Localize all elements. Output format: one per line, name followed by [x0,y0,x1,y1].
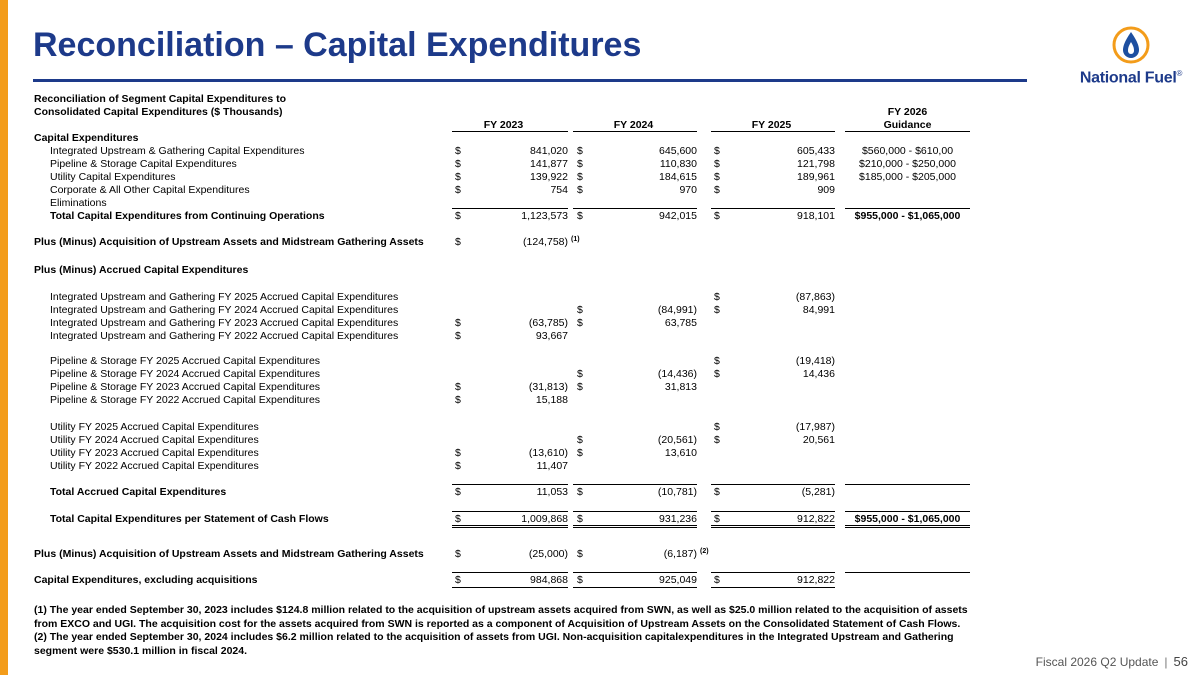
column-header-fy2024: FY 2024 [613,119,654,131]
currency-symbol: $ [455,460,461,472]
currency-symbol: $ [577,513,583,525]
cell-value: 189,961 [797,171,835,183]
row-label: Capital Expenditures [34,132,139,144]
currency-symbol: $ [455,447,461,459]
currency-symbol: $ [577,304,583,316]
double-underline [845,525,970,526]
row-label: Pipeline & Storage FY 2023 Accrued Capital Expenditures [50,381,321,393]
accrued-total-rule [452,484,568,485]
cell-value: (14,436) [657,368,697,380]
final-underline [573,587,697,588]
currency-symbol: $ [455,513,461,525]
cell-value: 605,433 [797,145,835,157]
subtotal-rule [845,208,970,209]
header-underline [845,131,970,132]
cell-value: 93,667 [535,330,568,342]
excl-acq-rule [845,572,970,573]
page-title: Reconciliation – Capital Expenditures [33,26,642,64]
currency-symbol: $ [577,145,583,157]
currency-symbol: $ [577,171,583,183]
cell-value: (124,758) [523,236,568,248]
cell-value: (31,813) [528,381,568,393]
row-label: Plus (Minus) Acquisition of Upstream Assets and Midstream Gathering Assets [34,236,424,248]
table-caption-line1: Reconciliation of Segment Capital Expenditures to [34,93,287,105]
cell-value: 931,236 [659,513,697,525]
currency-symbol: $ [455,317,461,329]
row-label: Utility FY 2025 Accrued Capital Expenditures [50,421,259,433]
currency-symbol: $ [455,210,461,222]
subtotal-rule [573,208,697,209]
cell-value: 754 [550,184,568,196]
row-label: Pipeline & Storage FY 2025 Accrued Capital Expenditures [50,355,321,367]
cell-value: 984,868 [530,574,568,586]
subtotal-rule [452,208,568,209]
cell-value: 63,785 [664,317,697,329]
header-underline [711,131,835,132]
double-underline [711,525,835,526]
cell-value: (17,987) [795,421,835,433]
guidance-value: $185,000 - $205,000 [859,171,956,183]
currency-symbol: $ [455,158,461,170]
currency-symbol: $ [714,304,720,316]
currency-symbol: $ [714,486,720,498]
currency-symbol: $ [577,381,583,393]
cell-value: (10,781) [657,486,697,498]
currency-symbol: $ [577,184,583,196]
double-underline [452,525,568,526]
footer-label: Fiscal 2026 Q2 Update [1035,655,1159,669]
cell-value: 918,101 [797,210,835,222]
cash-flow-total-rule [845,511,970,512]
header-underline [573,131,697,132]
row-label: Pipeline & Storage Capital Expenditures [50,158,237,170]
currency-symbol: $ [577,486,583,498]
currency-symbol: $ [714,434,720,446]
footnote-marker: (1) [571,236,580,243]
accrued-total-rule [711,484,835,485]
column-header-fy2023: FY 2023 [483,119,524,131]
cell-value: (19,418) [795,355,835,367]
cell-value: 31,813 [664,381,697,393]
currency-symbol: $ [455,381,461,393]
accrued-total-rule [845,484,970,485]
cell-value: (6,187) [663,548,697,560]
row-label: Plus (Minus) Acquisition of Upstream Assets and Midstream Gathering Assets [34,548,424,560]
cell-value: (5,281) [801,486,835,498]
cell-value: 11,053 [536,486,568,498]
double-underline [573,525,697,526]
cell-value: 1,123,573 [521,210,568,222]
cash-flow-total-rule [452,511,568,512]
row-label: Corporate & All Other Capital Expenditures [50,184,250,196]
excl-acq-rule [452,572,568,573]
cell-value: 841,020 [530,145,568,157]
excl-acq-rule [711,572,835,573]
currency-symbol: $ [714,421,720,433]
header-underline [452,131,568,132]
guidance-value: $955,000 - $1,065,000 [854,210,961,222]
currency-symbol: $ [577,158,583,170]
currency-symbol: $ [714,210,720,222]
column-header-guidance: Guidance [883,119,932,131]
cell-value: 121,798 [797,158,835,170]
cell-value: 912,822 [797,574,835,586]
page-number: 56 [1173,654,1188,669]
footnote-1: (1) The year ended September 30, 2023 includes $124.8 million related to the acquisition of upstream assets acquired from SWN, as well as $25.0 million related to the acquisition of assets from EXCO and UGI. The acquisition cost for the assets acquired from SWN is reported as a component of Acquisition of Upstream Assets on the Consolidated Statement of Cash Flows. [34,604,968,630]
currency-symbol: $ [455,145,461,157]
footnote-2: (2) The year ended September 30, 2024 includes $6.2 million related to the acquisition of assets from UGI. Non-acquisition capitalexpenditures in the Integrated Upstream and Gathering segment were $530.1 million in fiscal 2024. [34,631,954,657]
currency-symbol: $ [577,574,583,586]
currency-symbol: $ [714,171,720,183]
row-label: Pipeline & Storage FY 2024 Accrued Capital Expenditures [50,368,321,380]
currency-symbol: $ [577,368,583,380]
cell-value: 11,407 [536,460,568,472]
guidance-value: $560,000 - $610,00 [861,145,954,157]
footnote-marker: (2) [700,548,709,555]
currency-symbol: $ [714,574,720,586]
double-underline [845,527,970,528]
row-label: Integrated Upstream and Gathering FY 2025 Accrued Capital Expenditures [50,291,399,303]
currency-symbol: $ [577,548,583,560]
table-caption-line2: Consolidated Capital Expenditures ($ Thousands) [34,106,283,118]
cell-value: 1,009,868 [521,513,568,525]
currency-symbol: $ [455,171,461,183]
cell-value: 645,600 [659,145,697,157]
row-label: Utility FY 2022 Accrued Capital Expenditures [50,460,259,472]
cell-value: 184,615 [659,171,697,183]
subtotal-rule [711,208,835,209]
cell-value: 84,991 [802,304,835,316]
currency-symbol: $ [714,291,720,303]
cell-value: 139,922 [530,171,568,183]
cell-value: (25,000) [528,548,568,560]
cell-value: 13,610 [664,447,697,459]
cash-flow-total-rule [573,511,697,512]
logo-wordmark: National Fuel® [1079,69,1183,87]
guidance-value: $955,000 - $1,065,000 [854,513,961,525]
cell-value: 912,822 [797,513,835,525]
cash-flow-total-rule [711,511,835,512]
final-underline [452,587,568,588]
double-underline [711,527,835,528]
double-underline [452,527,568,528]
row-label: Total Capital Expenditures from Continuing Operations [50,210,325,222]
cell-value: 925,049 [659,574,697,586]
row-label: Integrated Upstream and Gathering FY 2022 Accrued Capital Expenditures [50,330,399,342]
row-label: Total Capital Expenditures per Statement of Cash Flows [50,513,329,525]
cell-value: (20,561) [657,434,697,446]
cell-value: 909 [817,184,835,196]
row-label: Utility FY 2024 Accrued Capital Expenditures [50,434,259,446]
currency-symbol: $ [455,574,461,586]
currency-symbol: $ [455,548,461,560]
cell-value: 110,830 [659,158,697,170]
currency-symbol: $ [455,330,461,342]
cell-value: 15,188 [535,394,568,406]
cell-value: (84,991) [657,304,697,316]
currency-symbol: $ [455,486,461,498]
cell-value: 14,436 [802,368,835,380]
double-underline [573,527,697,528]
currency-symbol: $ [714,184,720,196]
currency-symbol: $ [577,447,583,459]
row-label: Pipeline & Storage FY 2022 Accrued Capital Expenditures [50,394,321,406]
row-label: Utility FY 2023 Accrued Capital Expenditures [50,447,259,459]
slide-footer: Fiscal 2026 Q2 Update | 56 [1035,654,1188,669]
currency-symbol: $ [714,368,720,380]
row-label: Capital Expenditures, excluding acquisitions [34,574,258,586]
excl-acq-rule [573,572,697,573]
currency-symbol: $ [455,236,461,248]
cell-value: 970 [679,184,697,196]
currency-symbol: $ [455,394,461,406]
cell-value: (13,610) [528,447,568,459]
currency-symbol: $ [714,355,720,367]
row-label: Plus (Minus) Accrued Capital Expenditures [34,264,249,276]
column-header-fy2025: FY 2025 [751,119,792,131]
currency-symbol: $ [714,145,720,157]
column-header-fy2026: FY 2026 [887,106,928,118]
currency-symbol: $ [577,317,583,329]
currency-symbol: $ [714,158,720,170]
row-label: Integrated Upstream and Gathering FY 2024 Accrued Capital Expenditures [50,304,399,316]
row-label: Eliminations [50,197,107,209]
row-label: Total Accrued Capital Expenditures [50,486,227,498]
guidance-value: $210,000 - $250,000 [859,158,956,170]
currency-symbol: $ [577,210,583,222]
cell-value: (63,785) [528,317,568,329]
cell-value: (87,863) [795,291,835,303]
accrued-total-rule [573,484,697,485]
row-label: Integrated Upstream & Gathering Capital Expenditures [50,145,305,157]
cell-value: 141,877 [530,158,568,170]
cell-value: 942,015 [659,210,697,222]
currency-symbol: $ [714,513,720,525]
final-underline [711,587,835,588]
cell-value: 20,561 [802,434,835,446]
currency-symbol: $ [455,184,461,196]
row-label: Integrated Upstream and Gathering FY 2023 Accrued Capital Expenditures [50,317,399,329]
currency-symbol: $ [577,434,583,446]
row-label: Utility Capital Expenditures [50,171,176,183]
